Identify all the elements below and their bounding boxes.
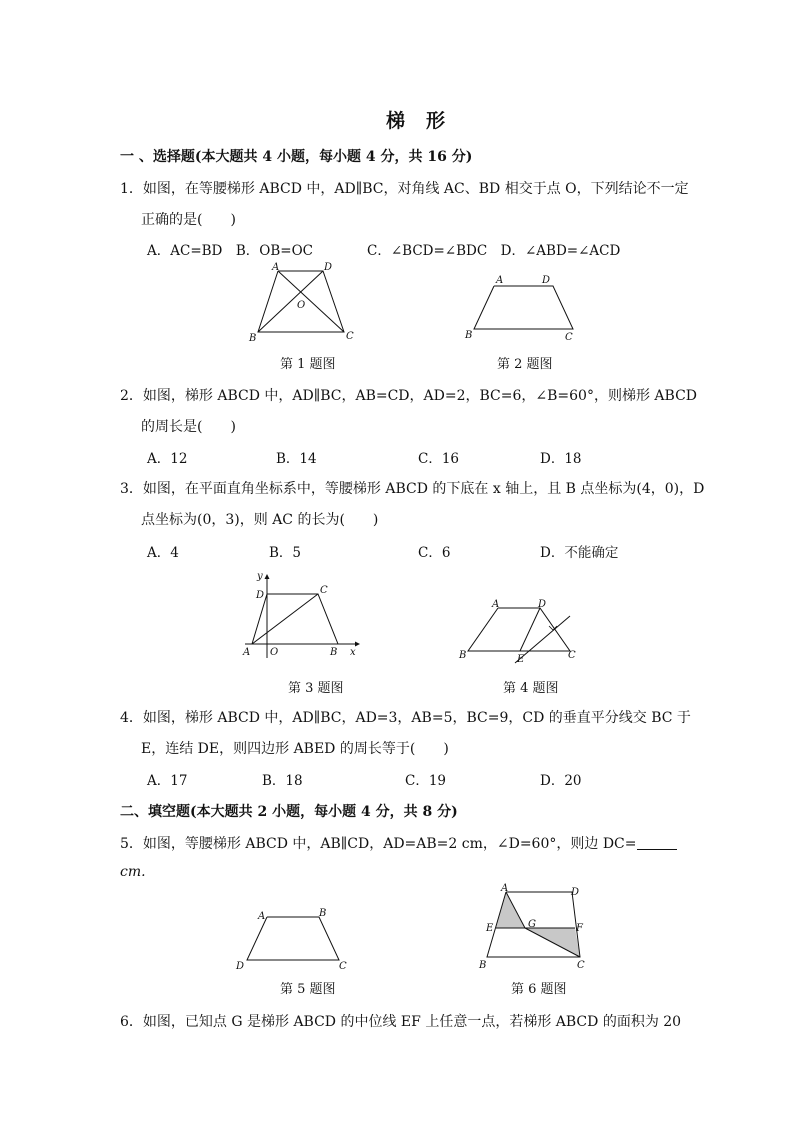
fig5-label-d: D <box>236 961 245 972</box>
question-3-line-1: 3．如图，在平面直角坐标系中，等腰梯形 ABCD 的下底在 x 轴上，且 B 点坐标为(4，0)，D <box>120 481 705 497</box>
fig5-label-b: B <box>319 908 327 919</box>
question-3-option-a: A．4 <box>147 545 179 561</box>
fig6-label-g: G <box>528 919 536 930</box>
fig6-label-a: A <box>501 883 509 894</box>
question-2-option-d: D．18 <box>540 451 582 467</box>
question-3-option-d: D．不能确定 <box>540 545 619 561</box>
figure-4-diagram <box>455 596 580 671</box>
question-2-option-a: A．12 <box>147 451 188 467</box>
question-4-option-c: C．19 <box>405 773 447 789</box>
fig4-label-e: E <box>517 654 525 665</box>
fig3-label-y: y <box>257 571 263 582</box>
fig1-label-b: B <box>249 333 257 344</box>
fig1-label-c: C <box>346 331 354 342</box>
question-5-line-1 <box>120 833 677 853</box>
figure-1-diagram <box>240 262 370 347</box>
fig1-label-a: A <box>272 262 280 273</box>
question-3-option-c: C．6 <box>418 545 451 561</box>
fig3-label-d: D <box>256 590 265 601</box>
question-1-line-1: 1．如图，在等腰梯形 ABCD 中，AD∥BC，对角线 AC、BD 相交于点 O，下列结论不一定 <box>120 181 689 197</box>
question-3-option-b: B．5 <box>269 545 302 561</box>
section-heading-fill: 二、填空题(本大题共 2 小题，每小题 4 分，共 8 分) <box>120 804 458 820</box>
question-4-option-a: A．17 <box>147 773 188 789</box>
fig4-label-a: A <box>492 599 500 610</box>
question-4-line-2: E，连结 DE，则四边形 ABED 的周长等于( ) <box>141 741 449 757</box>
fig2-label-c: C <box>565 332 573 343</box>
fig4-label-d: D <box>538 599 547 610</box>
section-heading-choice: 一 、选择题(本大题共 4 小题，每小题 4 分，共 16 分) <box>120 149 473 165</box>
question-2-line-2: 的周长是( ) <box>141 419 236 435</box>
figure-6-caption: 第 6 题图 <box>511 982 567 997</box>
figure-5-caption: 第 5 题图 <box>280 982 336 997</box>
question-4-option-d: D．20 <box>540 773 582 789</box>
fig2-label-a: A <box>496 275 504 286</box>
question-1-options: A．AC=BD B．OB=OC C．∠BCD=∠BDC D．∠ABD=∠ACD <box>147 243 621 259</box>
figure-1-caption: 第 1 题图 <box>280 357 336 372</box>
figure-6-diagram <box>477 882 592 972</box>
fig6-label-b: B <box>479 960 487 971</box>
fig3-label-o: O <box>270 647 279 658</box>
fig2-label-d: D <box>542 275 551 286</box>
figure-3-caption: 第 3 题图 <box>288 681 344 696</box>
answer-blank <box>637 837 677 850</box>
figure-2-diagram <box>462 272 582 342</box>
fig1-label-o: O <box>297 300 306 311</box>
fig4-label-b: B <box>459 650 467 661</box>
fig6-label-e: E <box>486 923 494 934</box>
question-5-line-2: cm. <box>120 864 146 880</box>
question-2-line-1: 2．如图，梯形 ABCD 中，AD∥BC，AB=CD，AD=2，BC=6，∠B=60°，则梯形 ABCD <box>120 388 698 404</box>
figure-5-diagram <box>233 907 358 972</box>
question-2-option-b: B．14 <box>276 451 317 467</box>
question-5-text: 5．如图，等腰梯形 ABCD 中，AB∥CD，AD=AB=2 cm，∠D=60°，则边 DC= <box>120 836 637 852</box>
question-4-line-1: 4．如图，梯形 ABCD 中，AD∥BC，AD=3，AB=5，BC=9，CD 的垂直平分线交 BC 于 <box>120 710 691 726</box>
page-title: 梯 形 <box>386 110 447 132</box>
question-4-option-b: B．18 <box>262 773 303 789</box>
fig5-label-a: A <box>258 911 266 922</box>
fig2-label-b: B <box>465 330 473 341</box>
fig5-label-c: C <box>339 961 347 972</box>
figure-4-caption: 第 4 题图 <box>503 681 559 696</box>
fig3-label-b: B <box>330 647 338 658</box>
question-6-line-1: 6．如图，已知点 G 是梯形 ABCD 的中位线 EF 上任意一点，若梯形 ABCD 的面积为 20 <box>120 1014 682 1030</box>
figure-2-caption: 第 2 题图 <box>497 357 553 372</box>
fig6-label-d: D <box>571 887 580 898</box>
question-1-line-2: 正确的是( ) <box>141 212 236 228</box>
fig6-label-c: C <box>577 960 585 971</box>
question-2-option-c: C．16 <box>418 451 460 467</box>
fig3-label-x: x <box>350 647 356 658</box>
question-3-line-2: 点坐标为(0，3)，则 AC 的长为( ) <box>141 512 379 528</box>
fig6-label-f: F <box>576 923 583 934</box>
fig1-label-d: D <box>324 262 333 273</box>
fig3-label-c: C <box>320 585 328 596</box>
fig3-label-a: A <box>243 647 251 658</box>
figure-3-diagram <box>240 566 365 661</box>
fig4-label-c: C <box>568 650 576 661</box>
